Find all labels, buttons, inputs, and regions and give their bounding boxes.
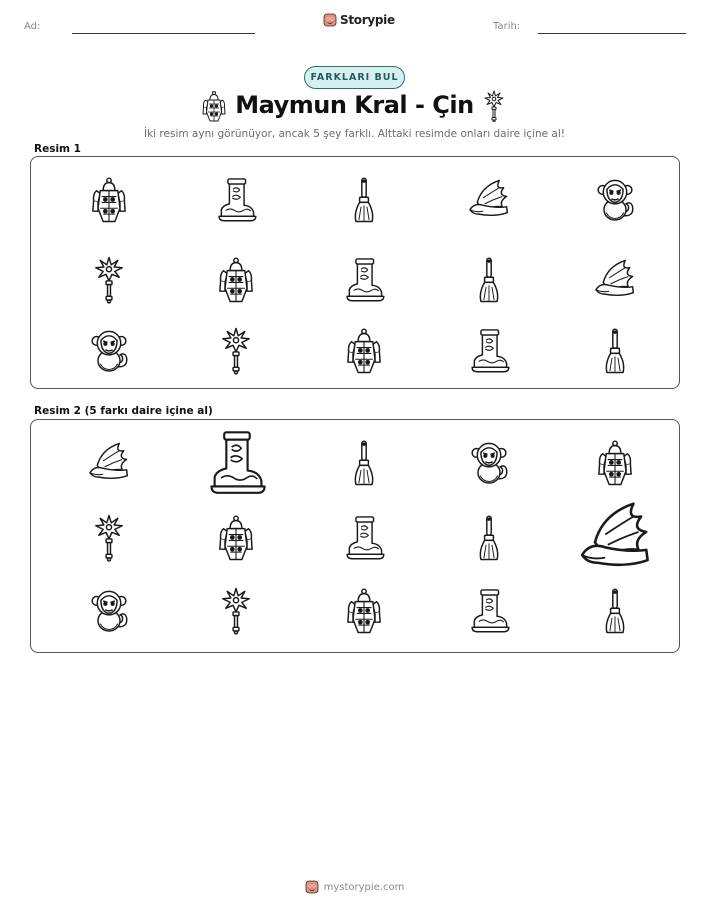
staff-icon <box>214 327 258 374</box>
monkey-icon[interactable] <box>467 439 511 486</box>
wing-cap-icon <box>593 256 637 303</box>
monkey-icon <box>87 327 131 374</box>
boot-icon <box>467 327 511 374</box>
footer <box>0 880 709 894</box>
footer-link[interactable]: mystorypie.com <box>323 881 405 893</box>
staff-icon[interactable] <box>214 587 258 634</box>
title-row <box>0 90 709 124</box>
brush-icon[interactable] <box>593 587 637 634</box>
boot-icon[interactable] <box>342 514 386 561</box>
brush-icon[interactable] <box>467 514 511 561</box>
name-line[interactable] <box>72 33 255 34</box>
section1-label: Resim 1 <box>34 143 81 155</box>
wing-cap-icon[interactable] <box>577 496 654 578</box>
wing-cap-icon[interactable] <box>87 439 131 486</box>
page-title: Maymun Kral - Çin <box>235 91 474 119</box>
brush-icon <box>342 176 386 223</box>
monkey-icon[interactable] <box>87 587 131 634</box>
boot-icon <box>214 176 258 223</box>
armor-icon <box>87 176 131 223</box>
wing-cap-icon <box>467 176 511 223</box>
name-label: Ad: <box>24 21 41 32</box>
section2-label: Resim 2 (5 farkı daire içine al) <box>34 405 213 417</box>
armor-icon <box>214 256 258 303</box>
boot-icon[interactable] <box>467 587 511 634</box>
brush-icon <box>467 256 511 303</box>
date-line[interactable] <box>538 33 686 34</box>
date-label: Tarih: <box>493 21 521 32</box>
brand <box>323 13 395 27</box>
activity-badge: FARKLARI BUL <box>304 66 405 89</box>
staff-icon[interactable] <box>87 514 131 561</box>
instructions: İki resim aynı görünüyor, ancak 5 şey farklı. Alttaki resimde onları daire içine al! <box>144 128 565 140</box>
armor-icon <box>342 327 386 374</box>
brand-name: Storypie <box>340 13 395 27</box>
picture-1-panel <box>30 156 680 389</box>
storypie-logo-icon <box>323 13 337 27</box>
boot-icon[interactable] <box>204 428 268 496</box>
boot-icon <box>342 256 386 303</box>
storypie-logo-icon <box>305 880 319 894</box>
picture-2-panel <box>30 419 680 653</box>
brush-icon <box>593 327 637 374</box>
monkey-icon <box>593 176 637 223</box>
armor-icon[interactable] <box>342 587 386 634</box>
staff-icon <box>87 256 131 303</box>
armor-icon[interactable] <box>214 514 258 561</box>
staff-icon <box>479 90 509 122</box>
brush-icon[interactable] <box>342 439 386 486</box>
armor-icon[interactable] <box>593 439 637 486</box>
